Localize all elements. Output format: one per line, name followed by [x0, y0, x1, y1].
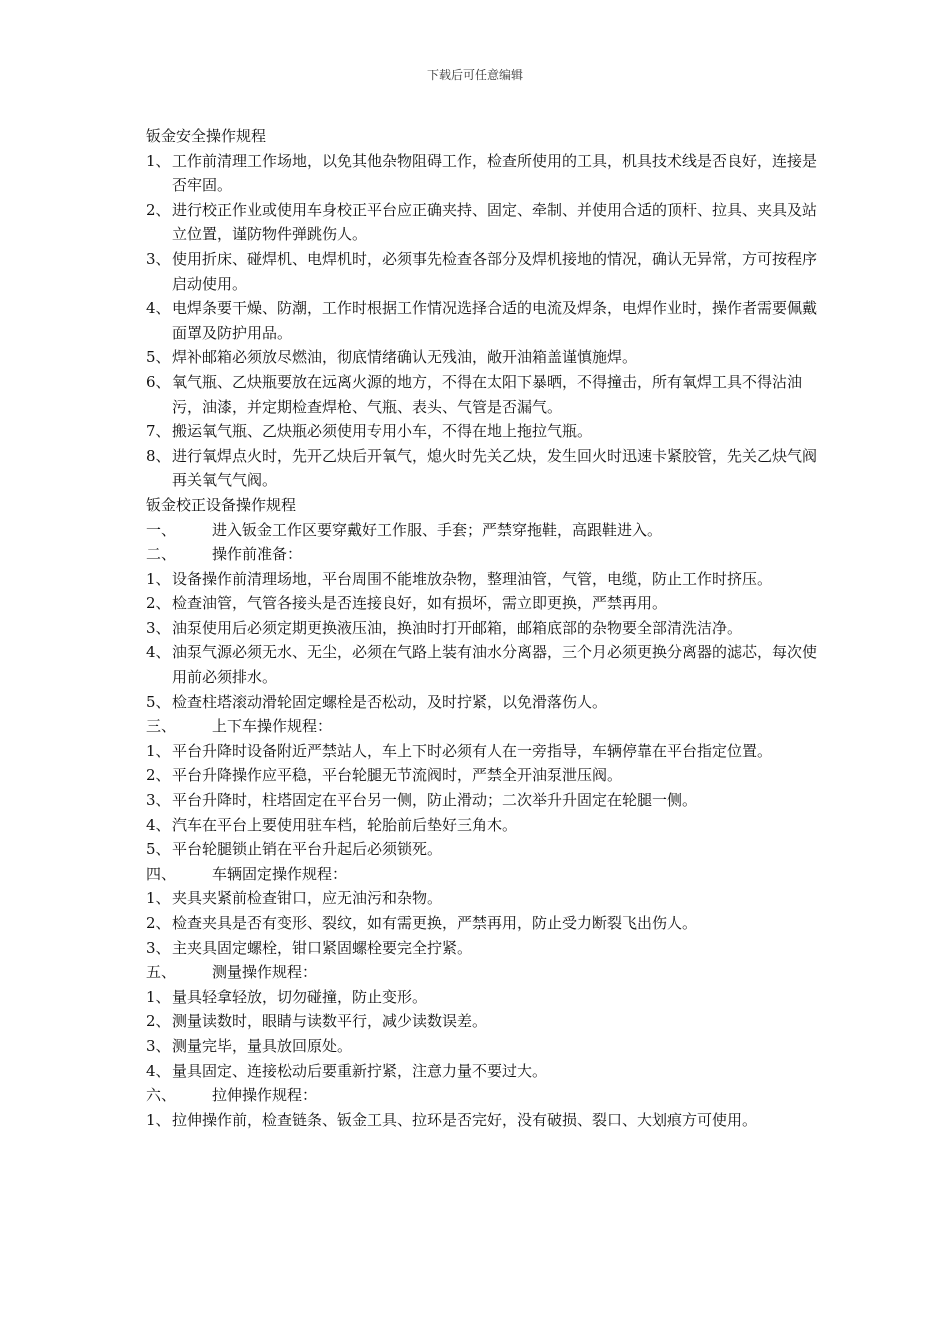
list-item [146, 911, 822, 936]
section-heading [146, 1083, 822, 1108]
list-item [146, 296, 822, 345]
item-number: 2、 [146, 766, 171, 785]
item-text: 拉伸操作前，检查链条、钣金工具、拉环是否完好，没有破损、裂口、大划痕方可使用。 [172, 1110, 758, 1129]
section-number: 一、 [146, 520, 177, 539]
list-item [146, 936, 822, 961]
list-item [146, 886, 822, 911]
item-text: 汽车在平台上要使用驻车档，轮胎前后垫好三角木。 [172, 815, 518, 834]
item-text: 测量完毕，量具放回原处。 [172, 1036, 353, 1055]
item-number: 3、 [146, 938, 171, 957]
item-number: 3、 [146, 1036, 171, 1055]
item-number: 3、 [146, 618, 171, 637]
list-item [146, 837, 822, 862]
section-text: 上下车操作规程： [212, 717, 333, 736]
item-number: 4、 [146, 643, 171, 662]
section-number: 二、 [146, 545, 177, 564]
item-number: 1、 [146, 889, 171, 908]
item-text: 检查油管，气管各接头是否连接良好，如有损坏，需立即更换，严禁再用。 [172, 594, 668, 613]
section-number: 五、 [146, 963, 177, 982]
list-item [146, 370, 822, 419]
item-text: 使用折床、碰焊机、电焊机时，必须事先检查各部分及焊机接地的情况，确认无异常，方可按程序启动使用。 [172, 249, 818, 293]
list-item [146, 739, 822, 764]
item-number: 7、 [146, 422, 171, 441]
item-text: 夹具夹紧前检查钳口，应无油污和杂物。 [172, 889, 443, 908]
list-item [146, 640, 822, 689]
doc-title-correction: 钣金校正设备操作规程 [146, 495, 297, 514]
section-text: 车辆固定操作规程： [212, 864, 348, 883]
item-text: 搬运氧气瓶、乙炔瓶必须使用专用小车，不得在地上拖拉气瓶。 [172, 422, 593, 441]
list-item [146, 149, 822, 198]
list-item [146, 1108, 822, 1133]
list-item [146, 567, 822, 592]
item-number: 3、 [146, 791, 171, 810]
list-item [146, 247, 822, 296]
list-item [146, 345, 822, 370]
list-item [146, 763, 822, 788]
item-number: 1、 [146, 1110, 171, 1129]
list-item [146, 198, 822, 247]
list-item [146, 813, 822, 838]
item-text: 工作前清理工作场地，以免其他杂物阻碍工作，检查所使用的工具，机具技术线是否良好，连接是否牢固。 [172, 151, 818, 195]
item-text: 进行氧焊点火时，先开乙炔后开氧气，熄火时先关乙炔，发生回火时迅速卡紧胶管，先关乙炔气阀再关氧气气阀。 [172, 446, 818, 490]
item-text: 设备操作前清理场地，平台周围不能堆放杂物，整理油管，气管，电缆，防止工作时挤压。 [172, 569, 773, 588]
item-number: 1、 [146, 987, 171, 1006]
section-number: 四、 [146, 864, 177, 883]
item-text: 平台轮腿锁止销在平台升起后必须锁死。 [172, 840, 443, 859]
item-text: 电焊条要干燥、防潮，工作时根据工作情况选择合适的电流及焊条，电焊作业时，操作者需要佩戴面罩及防护用品。 [172, 299, 818, 342]
item-number: 6、 [146, 372, 171, 391]
item-number: 5、 [146, 348, 171, 367]
list-item [146, 419, 822, 444]
item-text: 焊补邮箱必须放尽燃油，彻底情绪确认无残油，敞开油箱盖谨慎施焊。 [172, 348, 638, 367]
item-text: 平台升降时设备附近严禁站人，车上下时必须有人在一旁指导，车辆停靠在平台指定位置。 [172, 741, 773, 760]
section-heading [146, 518, 822, 543]
item-number: 5、 [146, 840, 171, 859]
section-text: 测量操作规程： [212, 963, 318, 982]
list-item [146, 444, 822, 493]
document-body [146, 124, 822, 1132]
item-text: 主夹具固定螺栓，钳口紧固螺栓要完全拧紧。 [172, 938, 473, 957]
item-number: 2、 [146, 1012, 171, 1031]
section-text: 拉伸操作规程： [212, 1086, 318, 1105]
item-number: 2、 [146, 200, 171, 219]
item-number: 4、 [146, 815, 171, 834]
item-number: 5、 [146, 692, 171, 711]
section-heading [146, 542, 822, 567]
item-number: 2、 [146, 594, 171, 613]
section-text: 操作前准备： [212, 545, 303, 564]
list-item [146, 616, 822, 641]
item-text: 测量读数时，眼睛与读数平行，减少读数误差。 [172, 1012, 488, 1031]
section-heading [146, 862, 822, 887]
item-number: 3、 [146, 249, 171, 268]
item-number: 1、 [146, 569, 171, 588]
list-item [146, 690, 822, 715]
item-text: 氧气瓶、乙炔瓶要放在远离火源的地方，不得在太阳下暴晒，不得撞击，所有氧焊工具不得沾油污，油漆，并定期检查焊枪、气瓶、表头、气管是否漏气。 [172, 372, 803, 416]
section-number: 三、 [146, 717, 177, 736]
item-number: 4、 [146, 299, 171, 318]
item-number: 1、 [146, 741, 171, 760]
page-header: 下载后可任意编辑 [426, 68, 523, 82]
doc-title-safety: 钣金安全操作规程 [146, 127, 267, 145]
section-text: 进入钣金工作区要穿戴好工作服、手套；严禁穿拖鞋，高跟鞋进入。 [212, 520, 663, 539]
correction-sections [146, 518, 822, 1133]
safety-rules-list [146, 149, 822, 493]
list-item [146, 1034, 822, 1059]
list-item [146, 1009, 822, 1034]
item-text: 平台升降操作应平稳，平台轮腿无节流阀时，严禁全开油泵泄压阀。 [172, 766, 623, 785]
section-number: 六、 [146, 1086, 177, 1105]
item-text: 油泵气源必须无水、无尘，必须在气路上装有油水分离器，三个月必须更换分离器的滤芯，每次使用前必须排水。 [172, 643, 818, 687]
list-item [146, 591, 822, 616]
item-number: 2、 [146, 914, 171, 932]
item-text: 检查夹具是否有变形、裂纹，如有需更换，严禁再用，防止受力断裂飞出伤人。 [172, 914, 698, 932]
item-text: 检查柱塔滚动滑轮固定螺栓是否松动，及时拧紧，以免滑落伤人。 [172, 692, 608, 711]
item-text: 进行校正作业或使用车身校正平台应正确夹持、固定、牵制、并使用合适的顶杆、拉具、夹具及站立位置，谨防物件弹跳伤人。 [172, 200, 818, 244]
section-heading [146, 960, 822, 985]
item-text: 量具轻拿轻放，切勿碰撞，防止变形。 [172, 987, 428, 1006]
list-item [146, 1059, 822, 1084]
item-text: 油泵使用后必须定期更换液压油，换油时打开邮箱，邮箱底部的杂物要全部清洗洁净。 [172, 618, 743, 637]
item-number: 8、 [146, 446, 171, 465]
section-heading [146, 714, 822, 739]
item-text: 量具固定、连接松动后要重新拧紧，注意力量不要过大。 [172, 1061, 548, 1080]
list-item [146, 788, 822, 813]
list-item [146, 985, 822, 1010]
item-number: 1、 [146, 151, 171, 170]
item-number: 4、 [146, 1061, 171, 1080]
item-text: 平台升降时，柱塔固定在平台另一侧，防止滑动；二次举升升固定在轮腿一侧。 [172, 791, 698, 810]
